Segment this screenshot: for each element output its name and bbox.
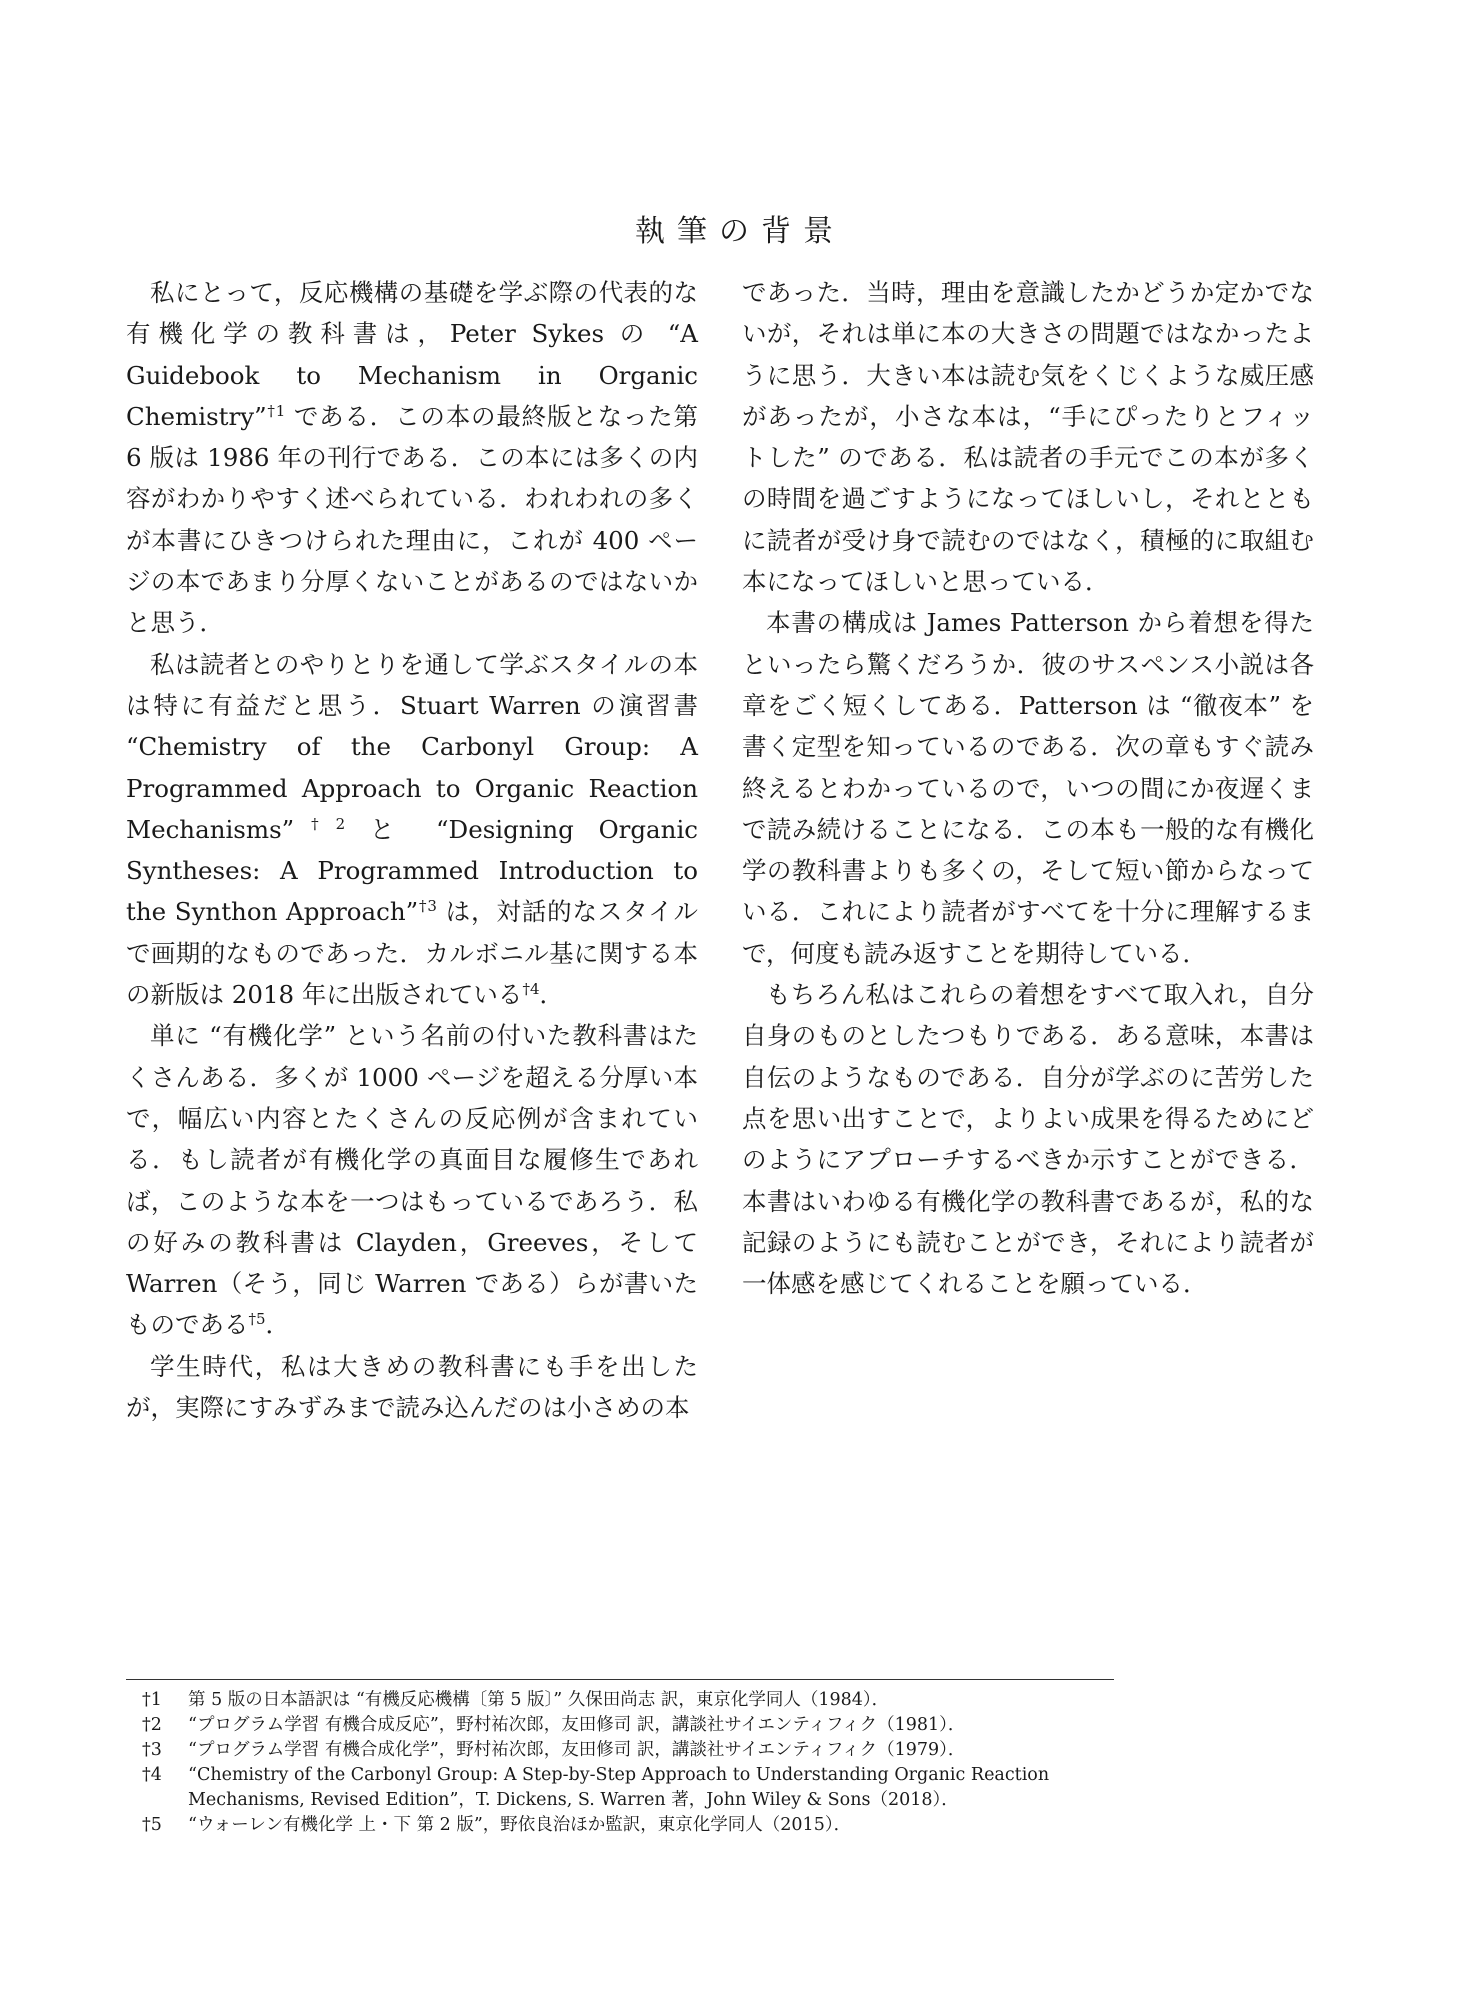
paragraph: [126, 644, 698, 1016]
paragraph-text: ．: [265, 1310, 291, 1340]
footnote-mark: †3: [142, 1740, 162, 1760]
footnote-mark: †5: [142, 1815, 162, 1835]
paragraph-text: もちろん私はこれらの着想をすべて取入れ，自分自身のものとしたつもりである．ある意味，本書は自伝のようなものである．自分が学ぶのに苦労した点を思い出すことで，よりよい成果を得るためにどのようにアプローチするべきか示すことができる．本書はいわゆる有機化学の教科書であるが，私的な記録のようにも読むことができ，それにより読者が一体感を感じてくれることを願っている．: [742, 980, 1314, 1299]
footnote-text: “ウォーレン有機化学 上・下 第 2 版”，野依良治ほか監訳，東京化学同人（2015）．: [188, 1815, 852, 1835]
footnote-text: “Chemistry of the Carbonyl Group: A Step-by-Step Approach to Understanding Organic Reaction Mechanisms, Revised Edition”，T. Dickens, S. Warren 著，John Wiley & Sons（2018）．: [188, 1765, 1050, 1810]
right-column: [742, 272, 1314, 1304]
footnote: [142, 1813, 1122, 1838]
footnote-text: “プログラム学習 有機合成反応”，野村祐次郎，友田修司 訳，講談社サイエンティフィク（1981）．: [188, 1715, 966, 1735]
paragraph: [742, 974, 1314, 1304]
page-title: 執筆の背景: [635, 214, 845, 250]
paragraph-text: ．: [539, 980, 564, 1010]
paragraph-text: と “Designing Organic Syntheses: A Programmed Introduction to the Synthon Approach”: [126, 814, 699, 927]
paragraph-text: 本書の構成は James Patterson から着想を得たといったら驚くだろうか．彼のサスペンス小説は各章をごく短くしてある．Patterson は “徹夜本” を書く定型を知っているのである．次の章もすぐ読み終えるとわかっているので，いつの間にか夜遅くまで読み続けることになる．この本も一般的な有機化学の教科書よりも多くの，そして短い節からなっている．これにより読者がすべてを十分に理解するまで，何度も読み返すことを期待している．: [742, 608, 1314, 968]
paragraph: [126, 1346, 698, 1429]
footnote-reference: †2: [294, 814, 346, 833]
paragraph: [742, 602, 1314, 974]
paragraph-text: 学生時代，私は大きめの教科書にも手を出したが，実際にすみずみまで読み込んだのは小さめの本: [126, 1351, 698, 1423]
footnote-mark: †4: [142, 1765, 162, 1785]
footnote-reference: †5: [248, 1310, 266, 1329]
footnote-reference: †3: [418, 897, 437, 916]
footnote-reference: †1: [266, 401, 286, 420]
footnote: [142, 1713, 1122, 1738]
footnotes: [142, 1688, 1122, 1838]
paragraph-text: は，対話的なスタイルで画期的なものであった．カルボニル基に関する本の新版は 2018 年に出版されている: [126, 897, 699, 1010]
paragraph-text: である．この本の最終版となった第 6 版は 1986 年の刊行である．この本には多くの内容がわかりやすく述べられている．われわれの多くが本書にひきつけられた理由に，これが 400 ページの本であまり分厚くないことがあるのではないかと思う．: [126, 401, 698, 638]
paragraph: [126, 272, 698, 644]
paragraph: [742, 272, 1314, 602]
footnote-reference: †4: [522, 980, 540, 999]
footnote-mark: †1: [142, 1690, 162, 1710]
paragraph-text: 私は読者とのやりとりを通して学ぶスタイルの本は特に有益だと思う．Stuart Warren の演習書 “Chemistry of the Carbonyl Group: A Programmed Approach to Organic Reaction Mechanisms”: [126, 649, 698, 844]
footnote-mark: †2: [142, 1715, 162, 1735]
footnote: [142, 1688, 1122, 1713]
paragraph-text: 私にとって，反応機構の基礎を学ぶ際の代表的な有機化学の教科書は，Peter Sykes の “A Guidebook to Mechanism in Organic Chemistry”: [126, 278, 698, 431]
footnote-divider: [126, 1679, 1114, 1680]
left-column: [126, 272, 698, 1428]
paragraph: [126, 1015, 698, 1345]
footnote-text: 第 5 版の日本語訳は “有機反応機構〔第 5 版〕” 久保田尚志 訳，東京化学同人（1984）．: [188, 1690, 890, 1710]
footnote-text: “プログラム学習 有機合成化学”，野村祐次郎，友田修司 訳，講談社サイエンティフィク（1979）．: [188, 1740, 966, 1760]
footnote: [142, 1738, 1122, 1763]
paragraph-text: 単に “有機化学” という名前の付いた教科書はたくさんある．多くが 1000 ページを超える分厚い本で，幅広い内容とたくさんの反応例が含まれている．もし読者が有機化学の真面目な履修生であれば，このような本を一つはもっているであろう．私の好みの教科書は Clayden，Greeves，そして Warren（そう，同じ Warren である）らが書いたものである: [126, 1021, 698, 1340]
paragraph-text: であった．当時，理由を意識したかどうか定かでないが，それは単に本の大きさの問題ではなかったように思う．大きい本は読む気をくじくような威圧感があったが，小さな本は，“手にぴったりとフィットした” のである．私は読者の手元でこの本が多くの時間を過ごすようになってほしいし，それとともに読者が受け身で読むのではなく，積極的に取組む本になってほしいと思っている．: [742, 278, 1314, 597]
footnote: [142, 1763, 1122, 1813]
